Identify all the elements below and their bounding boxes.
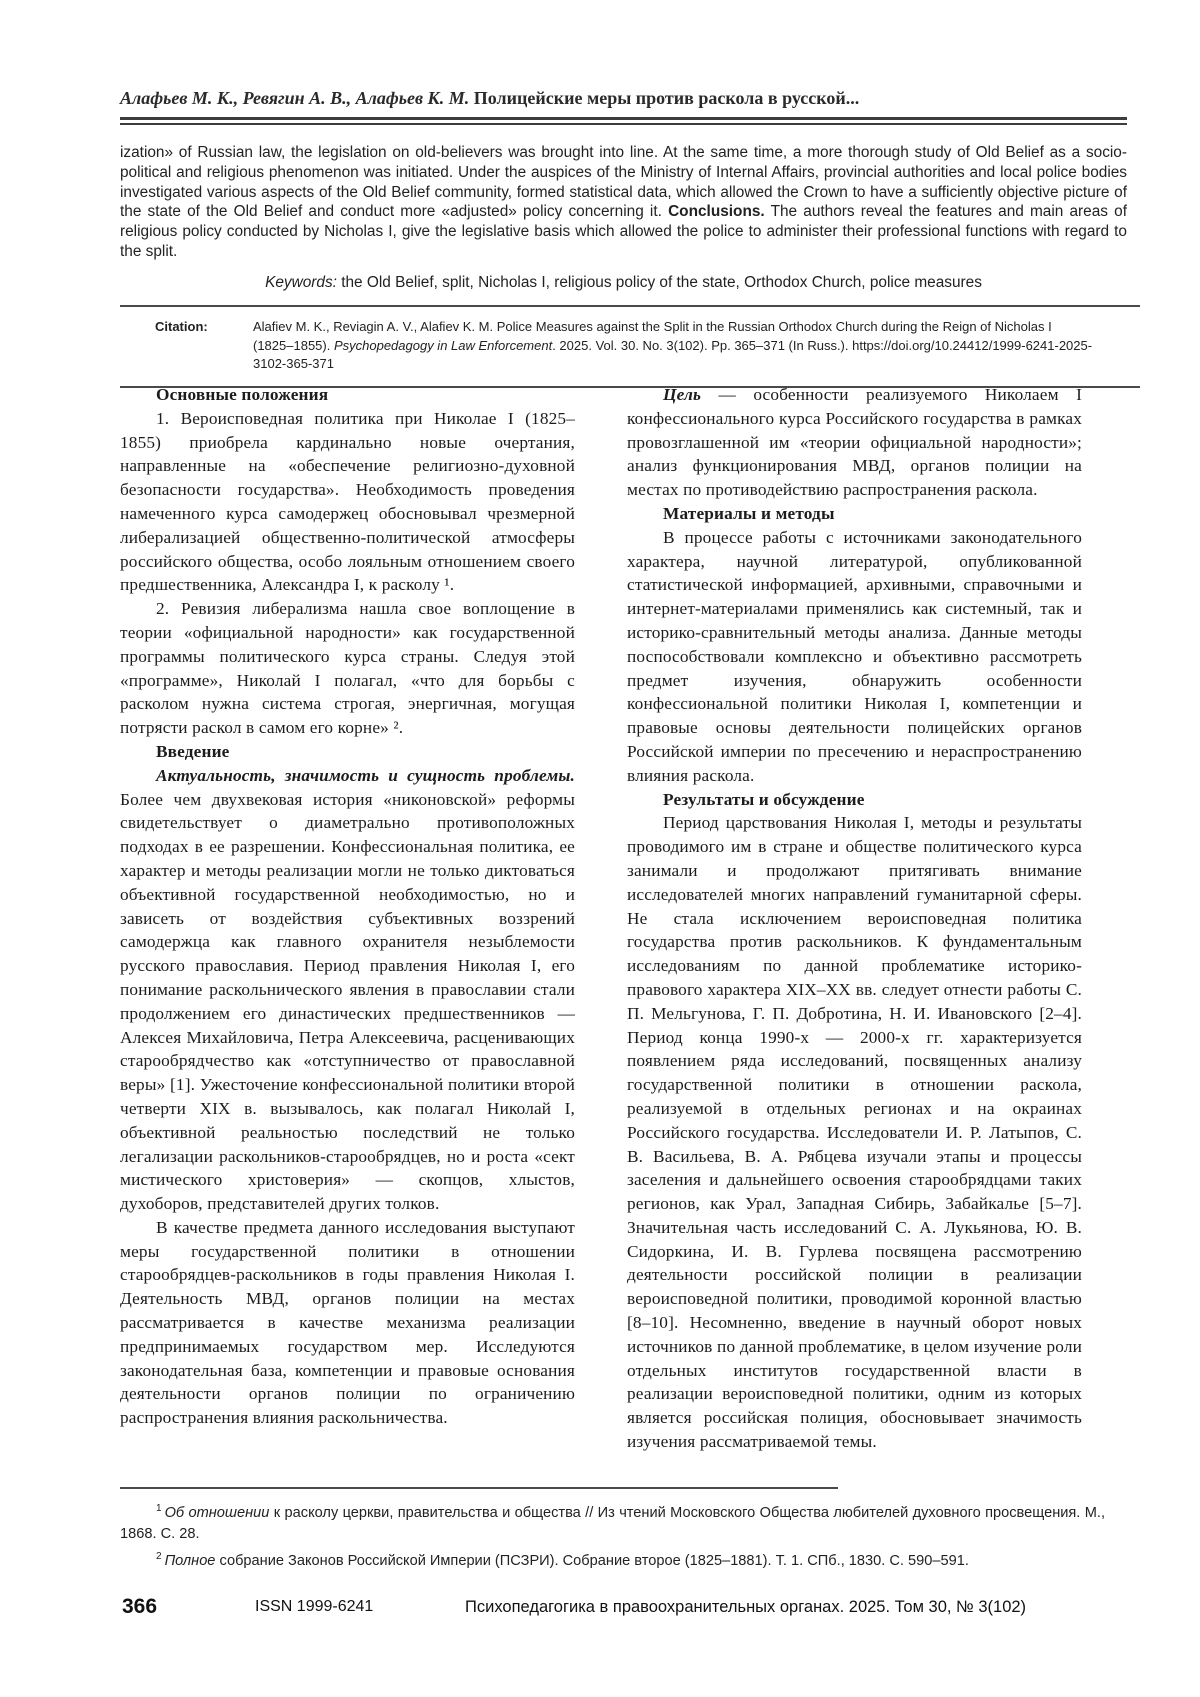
footnote-1: [120, 1498, 1105, 1546]
footnote-2: [120, 1546, 1105, 1572]
journal-title-line: Психопедагогика в правоохранительных органах. 2025. Том 30, № 3(102): [465, 1598, 1027, 1616]
page-number: 366: [122, 1595, 158, 1618]
citation-box: [120, 305, 1140, 388]
page-footer: [0, 1595, 1200, 1625]
citation-main: Alafiev M. K., Reviagin A. V., Alafiev K. M. Police Measures against the Split in the Russian Orthodox Church during the Reign of Nicholas I (1825–1855).: [253, 319, 1052, 353]
paragraph-provision-1: 1. Вероисповедная политика при Николае I (1825–1855) приобрела кардинально новые очертания, направленные на «обеспечение религиозно-духовной безопасности государства». Необходимость проведения намеченного курса самодержец обосновывал чрезмерной либерализацией общественно-политической атмосферы российского общества, особо лояльным отношением своего предшественника, Александра I, к расколу ¹.: [120, 408, 575, 595]
abstract-text: [120, 143, 1127, 262]
relevance-lead: Актуальность, значимость и сущность проблемы.: [156, 765, 575, 785]
paragraph-methods: В процессе работы с источниками законодательного характера, научной литературой, опубликованной статистической информацией, архивными, справочными и интернет-материалами применялись как системный, так и историко-сравнительный методы анализа. Данные методы поспособствовали комплексно и объективно рассмотреть предмет изучения, обнаружить особенности конфессиональной политики Николая I, компетенции и правовые основы деятельности полицейских органов Российской империи по пресечению и нераспространению влияния раскола.: [627, 527, 1082, 785]
footnote-1-marker: 1: [156, 1503, 162, 1514]
paragraph-goal: [627, 383, 1082, 502]
section-heading-introduction: Введение: [156, 741, 230, 761]
issn-label: ISSN 1999-6241: [255, 1598, 374, 1615]
citation-tail: . 2025. Vol. 30. No. 3(102). Pp. 365–371 (In Russ.). https://doi.org/10.24412/1999-6241-2025-3102-365-371: [253, 337, 1093, 371]
footnotes-block: [120, 1498, 1105, 1572]
footnote-1-italic: Об отношении: [164, 1504, 270, 1521]
abstract-body: ization» of Russian law, the legislation on old-believers was brought into line. At the same time, a more thorough study of Old Belief as a socio-political and religious phenomenon was initiated. Under the auspices of the Ministry of Internal Affairs, provincial authorities and local police bodies investigated various aspects of the Old Belief community, formed statistical data, which allowed the Crown to have a sufficiently objective picture of the state of the Old Belief and conduct more «adjusted» policy concerning it.: [120, 144, 1127, 221]
paragraph-research-subject: В качестве предмета данного исследования выступают меры государственной политики в отношении старообрядцев-раскольников в годы правления Николая I. Деятельность МВД, органов полиции на местах рассматривается в качестве механизма реализации предпринимаемых государством мер. Исследуются законодательная база, компетенции и правовые основания деятельности органов полиции по ограничению распространения влияния раскольничества.: [120, 1217, 575, 1428]
goal-text: — особенности реализуемого Николаем I конфессионального курса Российского государства в рамках провозглашенной им «теории официальной народности»; анализ функционирования МВД, органов полиции на местах по противодействию распространения раскола.: [627, 385, 1082, 500]
goal-lead: Цель: [663, 385, 702, 404]
relevance-text: Более чем двухвековая история «никоновской» реформы свидетельствует о диаметрально противоположных подходах в ее разрешении. Конфессиональная политика, ее характер и методы реализации могли не только диктоваться объективной государственной необходимостью, но и зависеть от воздействия субъективных воззрений самодержца как главного охранителя незыблемости русского православия. Период правления Николая I, его понимание раскольнического явления в православии стали продолжением его династических предшественников — Алексея Михайловича, Петра Алексеевича, расценивающих старообрядчество как «отступничество от православной веры» [1]. Ужесточение конфессиональной политики второй четверти XIX в. вызывалось, как полагал Николай I, объективной реальностью последствий не только легализации раскольников-старообрядцев, но и роста «сект мистического христоверия» — скопцов, хлыстов, духоборов, представителей других толков.: [120, 789, 575, 1214]
footnote-separator: [120, 1487, 838, 1489]
paragraph-results: Период царствования Николая I, методы и результаты проводимого им в стране и обществе политического курса занимали и продолжают притягивать внимание исследователей многих направлений гуманитарной сферы. Не стала исключением вероисповедная политика государства против раскольников. К фундаментальным исследованиям по данной проблематике историко-правового характера XIX–XX вв. следует отнести работы С. П. Мельгунова, Г. П. Добротина, Н. И. Ивановского [2–4]. Период конца 1990-х — 2000-х гг. характеризуется появлением ряда исследований, посвященных анализу государственной политики в отношении раскола, реализуемой в отдельных регионах и на окраинах Российского государства. Исследователи И. Р. Латыпов, С. В. Васильева, В. А. Рябцева изучали этапы и процессы заселения и дальнейшего освоения старообрядцами таких регионов, как Урал, Западная Сибирь, Забайкалье [5–7]. Значительная часть исследований С. А. Лукьянова, Ю. В. Сидоркина, И. В. Гурлева посвящена рассмотрению деятельности российской полиции в реализации вероисповедной политики, проводимой коронной властью [8–10]. Несомненно, введение в научный оборот новых источников по данной проблематике, в целом изучение роли отдельных институтов государственной власти в реализации вероисповедной политики, одним из которых является российская полиция, обосновывает значимость изучения рассматриваемой темы.: [627, 813, 1082, 1452]
abstract-conclusions-label: Conclusions.: [668, 203, 765, 221]
paragraph-relevance: [120, 764, 575, 1216]
paragraph-provision-2: 2. Ревизия либерализма нашла свое воплощение в теории «официальной народности» как государственной программы политического курса страны. Следуя этой «программе», Николай I полагал, «что для борьбы с расколом нужна система строгая, энергичная, могущая потрясти раскол в самом его корне» ².: [120, 599, 575, 738]
footnote-2-italic: Полное: [164, 1552, 216, 1569]
body-column-right: [627, 383, 1082, 1454]
footnote-2-marker: 2: [156, 1550, 162, 1562]
keywords-line: [120, 274, 1127, 292]
running-head: [120, 88, 1127, 109]
citation-text: [219, 318, 1140, 374]
section-heading-main-provisions: Основные положения: [156, 385, 329, 404]
running-head-authors: Алафьев М. К., Ревягин А. В., Алафьев К. М.: [120, 88, 470, 108]
citation-label: Citation:: [155, 319, 208, 334]
footnote-1-text: к расколу церкви, правительства и общества // Из чтений Московского Общества любителей духовного просвещения. М., 1868. С. 28.: [120, 1504, 1106, 1543]
abstract-body-after: The authors reveal the features and main areas of religious policy conducted by Nicholas I, give the legislative basis which allowed the police to administer their professional functions with regard to the split.: [120, 203, 1127, 260]
body-column-left: [120, 383, 575, 1430]
section-heading-results-discussion: Результаты и обсуждение: [663, 789, 865, 809]
section-heading-materials-methods: Материалы и методы: [663, 503, 835, 523]
keywords-text: the Old Belief, split, Nicholas I, religious policy of the state, Orthodox Church, police measures: [336, 274, 982, 291]
citation-journal-name: Psychopedagogy in Law Enforcement: [333, 337, 553, 353]
footnote-2-text: собрание Законов Российской Империи (ПСЗРИ). Собрание второе (1825–1881). Т. 1. СПб., 1830. С. 590–591.: [215, 1552, 969, 1569]
header-double-rule: [120, 117, 1127, 125]
running-head-title: Полицейские меры против раскола в русской...: [469, 88, 860, 108]
keywords-label: Keywords:: [265, 274, 337, 291]
